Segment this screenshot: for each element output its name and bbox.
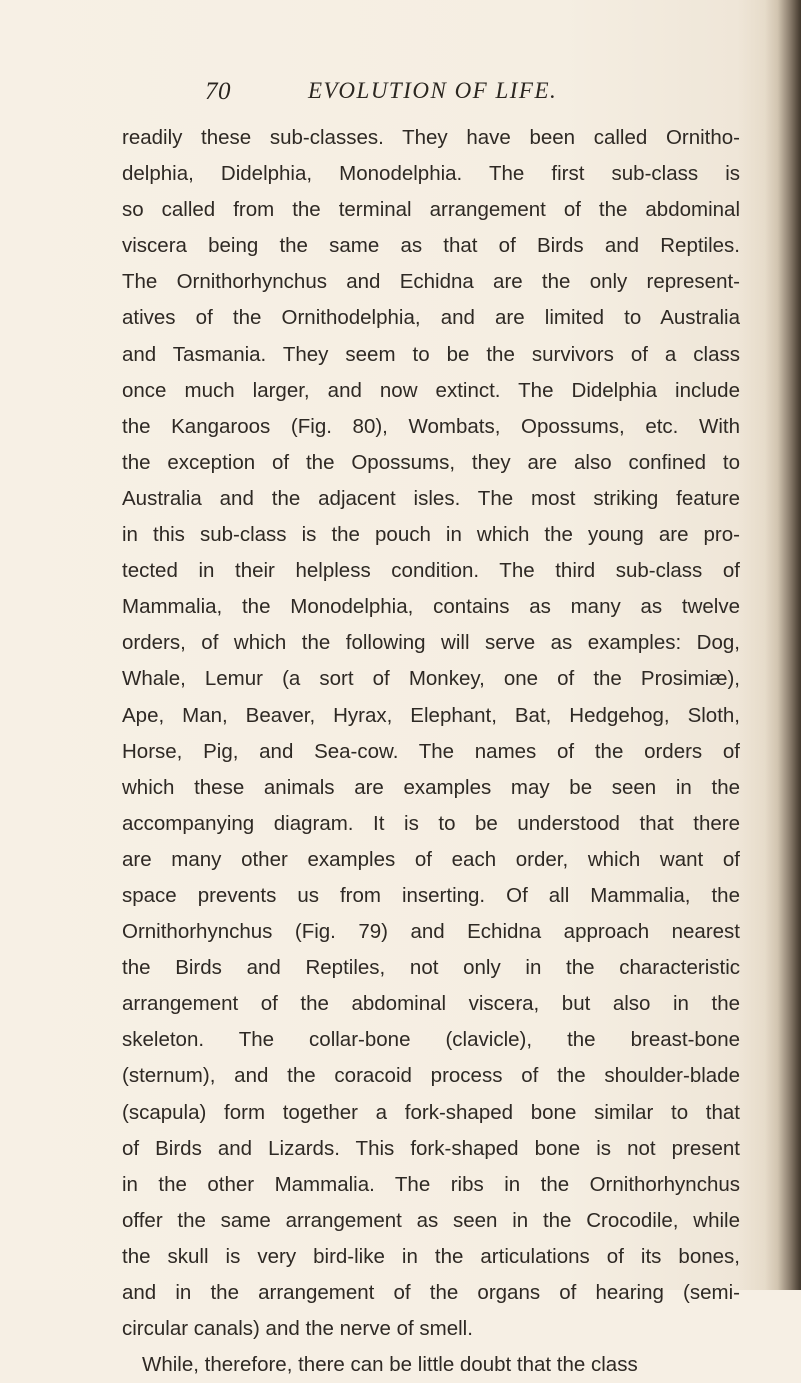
text-line: and in the arrangement of the organs of hearing (semi- <box>122 1281 740 1304</box>
text-line: in this sub-class is the pouch in which the young are pro- <box>122 523 740 547</box>
text-line: Horse, Pig, and Sea-cow. The names of the orders of <box>122 739 740 763</box>
text-line: tected in their helpless condition. The third sub-class of <box>122 559 740 583</box>
text-line: of Birds and Lizards. This fork-shaped bone is not present <box>122 1136 740 1160</box>
binding-edge-shadow <box>765 0 801 1290</box>
text-line: are many other examples of each order, which want of <box>122 847 740 871</box>
page-number: 70 <box>205 78 231 105</box>
page-header <box>0 78 801 108</box>
text-line: accompanying diagram. It is to be understood that there <box>122 811 740 835</box>
text-line: the Kangaroos (Fig. 80), Wombats, Opossums, etc. With <box>122 414 740 438</box>
running-title: EVOLUTION OF LIFE. <box>308 78 558 103</box>
text-line: which these animals are examples may be seen in the <box>122 775 740 799</box>
body-text <box>122 120 740 1383</box>
text-line: Ape, Man, Beaver, Hyrax, Elephant, Bat, Hedgehog, Sloth, <box>122 703 740 727</box>
text-line: (sternum), and the coracoid process of the shoulder-blade <box>122 1064 740 1088</box>
text-line: in the other Mammalia. The ribs in the Ornithorhynchus <box>122 1172 740 1196</box>
text-line: arrangement of the abdominal viscera, but also in the <box>122 992 740 1016</box>
text-line: (scapula) form together a fork-shaped bone similar to that <box>122 1100 740 1124</box>
text-line: the skull is very bird-like in the articulations of its bones, <box>122 1244 740 1268</box>
text-line: space prevents us from inserting. Of all Mammalia, the <box>122 883 740 907</box>
text-line: the Birds and Reptiles, not only in the characteristic <box>122 956 740 980</box>
text-line: delphia, Didelphia, Monodelphia. The first sub-class is <box>122 162 740 186</box>
text-line: skeleton. The collar-bone (clavicle), the breast-bone <box>122 1028 740 1052</box>
text-line: and Tasmania. They seem to be the survivors of a class <box>122 342 740 366</box>
text-line: circular canals) and the nerve of smell. <box>122 1317 473 1341</box>
text-line: Whale, Lemur (a sort of Monkey, one of the Prosimiæ), <box>122 667 740 691</box>
text-line: once much larger, and now extinct. The Didelphia include <box>122 378 740 402</box>
text-line: Australia and the adjacent isles. The most striking feature <box>122 486 740 510</box>
text-line: the exception of the Opossums, they are also confined to <box>122 450 740 474</box>
text-line: Mammalia, the Monodelphia, contains as many as twelve <box>122 595 740 619</box>
text-line: The Ornithorhynchus and Echidna are the only represent- <box>122 270 740 294</box>
text-line: atives of the Ornithodelphia, and are limited to Australia <box>122 306 740 330</box>
text-line: offer the same arrangement as seen in the Crocodile, while <box>122 1208 740 1232</box>
text-line: viscera being the same as that of Birds and Reptiles. <box>122 234 740 258</box>
text-line: Ornithorhynchus (Fig. 79) and Echidna approach nearest <box>122 920 740 944</box>
text-line: While, therefore, there can be little doubt that the class <box>142 1353 638 1377</box>
text-line: so called from the terminal arrangement of the abdominal <box>122 198 740 222</box>
text-line: readily these sub-classes. They have been called Ornitho- <box>122 126 740 149</box>
text-line: orders, of which the following will serve as examples: Dog, <box>122 631 740 655</box>
